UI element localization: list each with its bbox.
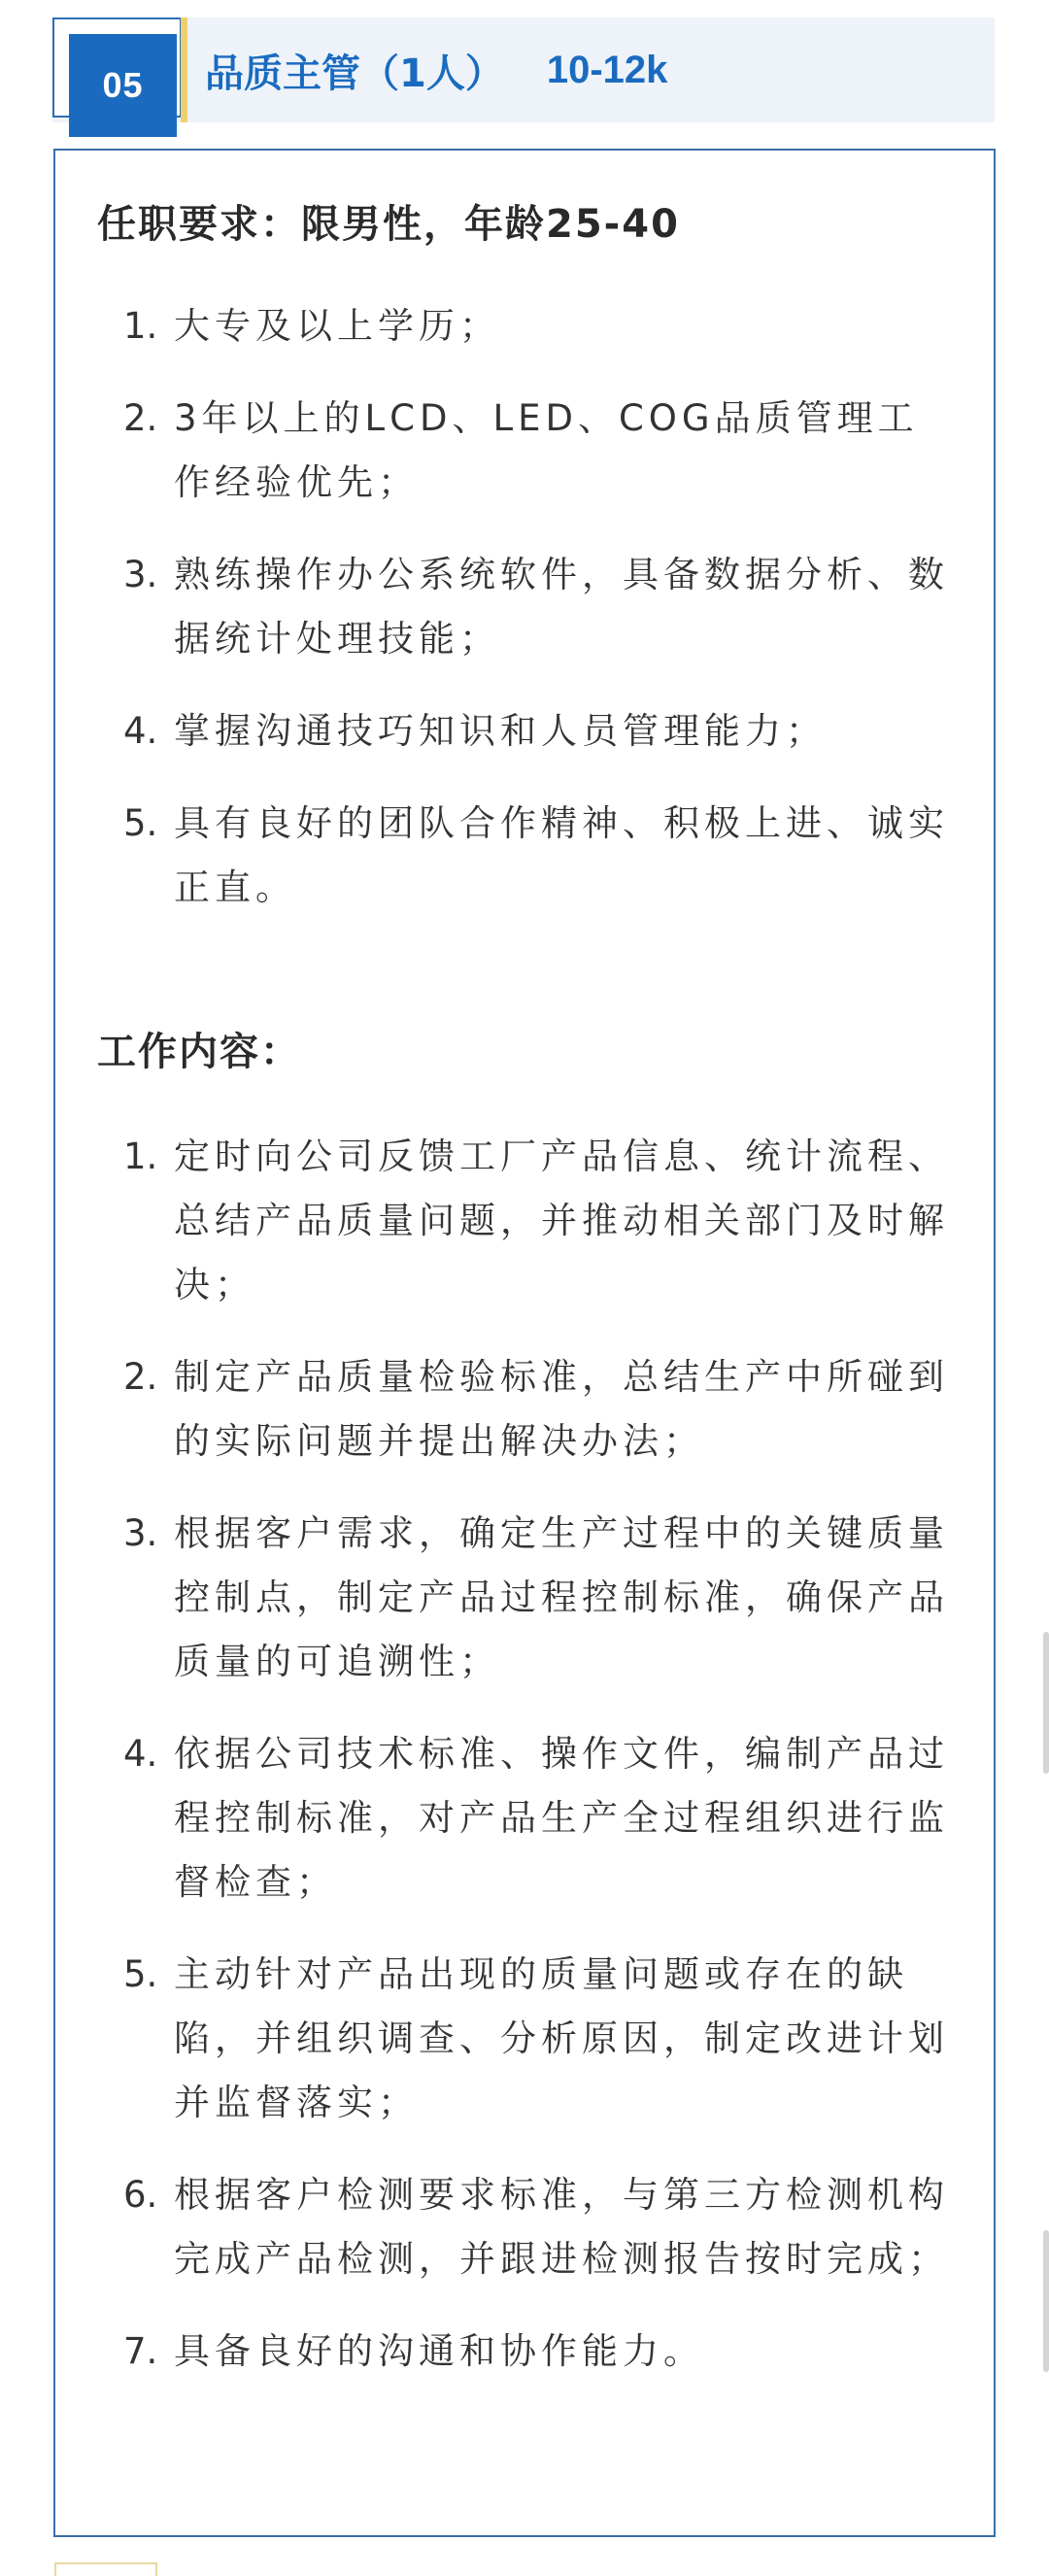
list-item xyxy=(123,1125,959,1317)
list-item-index: 4. xyxy=(123,1733,158,1775)
list-item-index: 1. xyxy=(123,1135,158,1177)
list-item-index: 5. xyxy=(123,802,158,844)
list-item-text: 掌握沟通技巧知识和人员管理能力； xyxy=(174,710,827,752)
duties-list xyxy=(123,1125,959,2412)
list-item-index: 5. xyxy=(123,1953,158,1995)
list-item-index: 7. xyxy=(123,2330,158,2372)
list-item-text: 定时向公司反馈工厂产品信息、统计流程、总结产品质量问题，并推动相关部门及时解决； xyxy=(174,1135,949,1305)
requirements-heading: 任职要求：限男性，年龄25-40 xyxy=(97,202,680,247)
list-item xyxy=(123,1502,959,1694)
accent-divider xyxy=(181,17,187,122)
list-item-index: 3. xyxy=(123,554,158,595)
list-item xyxy=(123,1345,959,1474)
list-item xyxy=(123,1943,959,2135)
list-item-index: 3. xyxy=(123,1512,158,1554)
list-item xyxy=(123,294,959,358)
list-item-text: 主动针对产品出现的质量问题或存在的缺陷，并组织调查、分析原因，制定改进计划并监督落实； xyxy=(174,1953,949,2123)
list-item-text: 具备良好的沟通和协作能力。 xyxy=(174,2330,704,2372)
list-item-index: 2. xyxy=(123,1356,158,1398)
list-item xyxy=(123,1722,959,1915)
list-item xyxy=(123,792,959,920)
list-item-text: 大专及以上学历； xyxy=(174,305,500,347)
list-item xyxy=(123,699,959,763)
list-item-text: 制定产品质量检验标准，总结生产中所碰到的实际问题并提出解决办法； xyxy=(174,1356,949,1462)
list-item-index: 2. xyxy=(123,397,158,439)
list-item xyxy=(123,543,959,671)
job-detail-card xyxy=(53,149,996,2537)
list-item xyxy=(123,2163,959,2291)
job-title-text: 品质主管（1人） xyxy=(205,51,504,96)
list-item-index: 4. xyxy=(123,710,158,752)
list-item-text: 根据客户需求，确定生产过程中的关键质量控制点，制定产品过程控制标准，确保产品质量的可追溯性； xyxy=(174,1512,949,1682)
list-item-text: 3年以上的LCD、LED、COG品质管理工作经验优先； xyxy=(174,397,919,503)
requirements-list xyxy=(123,294,959,948)
job-header xyxy=(52,17,995,122)
list-item xyxy=(123,2320,959,2384)
scrollbar-thumb[interactable] xyxy=(1043,1632,1049,1774)
list-item-text: 具有良好的团队合作精神、积极上进、诚实正直。 xyxy=(174,802,949,908)
list-item-text: 根据客户检测要求标准，与第三方检测机构完成产品检测，并跟进检测报告按时完成； xyxy=(174,2174,949,2280)
job-salary: 10-12k xyxy=(546,48,668,91)
list-item-index: 6. xyxy=(123,2174,158,2216)
scrollbar-thumb[interactable] xyxy=(1043,2230,1049,2372)
next-section-header-edge xyxy=(54,2562,157,2576)
list-item-text: 熟练操作办公系统软件，具备数据分析、数据统计处理技能； xyxy=(174,554,949,660)
list-item xyxy=(123,387,959,515)
list-item-text: 依据公司技术标准、操作文件，编制产品过程控制标准，对产品生产全过程组织进行监督检查； xyxy=(174,1733,949,1903)
duties-heading: 工作内容： xyxy=(97,1030,301,1074)
job-number-badge: 05 xyxy=(69,34,177,137)
job-title xyxy=(205,17,667,122)
list-item-index: 1. xyxy=(123,305,158,347)
